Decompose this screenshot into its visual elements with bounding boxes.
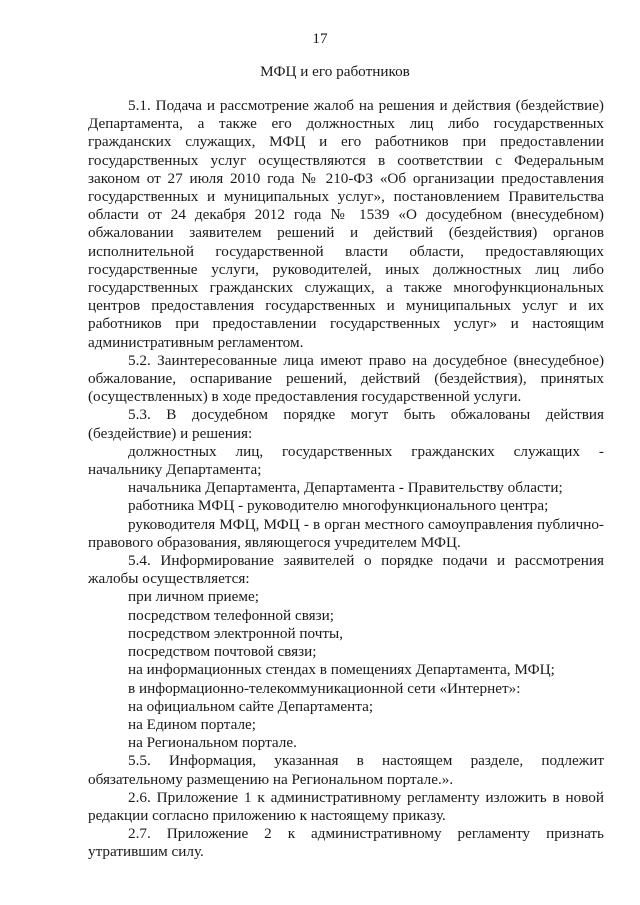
list-item: на Едином портале; bbox=[128, 715, 256, 733]
list-item: посредством электронной почты, bbox=[128, 624, 343, 642]
document-body bbox=[88, 97, 604, 862]
list-item: работника МФЦ - руководителю многофункционального центра; bbox=[128, 497, 549, 515]
paragraph-5-3: 5.3. В досудебном порядке могут быть обжалованы действия (бездействие) и решения: bbox=[88, 406, 604, 442]
list-item: руководителя МФЦ, МФЦ - в орган местного самоуправления публично-правового образования, являющегося учредителем МФЦ. bbox=[88, 515, 604, 551]
list-item: на Региональном портале. bbox=[128, 734, 297, 752]
paragraph-5-4: 5.4. Информирование заявителей о порядке подачи и рассмотрения жалобы осуществляется: bbox=[88, 552, 604, 588]
paragraph-5-5: 5.5. Информация, указанная в настоящем разделе, подлежит обязательному размещению на Региональном портале.». bbox=[88, 752, 604, 788]
paragraph-5-1: 5.1. Подача и рассмотрение жалоб на решения и действия (бездействие) Департамента, а также его должностных лиц либо государственных гражданских служащих, МФЦ и его работников при предоставлении государственных услуг осуществляются в соответствии с Федеральным законом от 27 июля 2010 года № 210-ФЗ «Об организации предоставления государственных и муниципальных услуг», постановлением Правительства области от 24 декабря 2012 года № 1539 «О досудебном (внесудебном) обжаловании заявителем решений и действий (бездействия) органов исполнительной государственной власти области, предоставляющих государственные услуги, руководителей, иных должностных лиц либо государственных гражданских служащих, а также многофункциональных центров предоставления государственных и муниципальных услуг и их работников при предоставлении государственных услуг» и настоящим административным регламентом. bbox=[88, 97, 604, 351]
list-item: начальника Департамента, Департамента - Правительству области; bbox=[128, 479, 563, 497]
paragraph-5-2: 5.2. Заинтересованные лица имеют право на досудебное (внесудебное) обжалование, оспаривание решений, действий (бездействия), принятых (осуществленных) в ходе предоставления государственной услуги. bbox=[88, 351, 604, 406]
list-item: в информационно-телекоммуникационной сети «Интернет»: bbox=[128, 679, 521, 697]
page-number: 17 bbox=[312, 30, 328, 47]
paragraph-2-7: 2.7. Приложение 2 к административному регламенту признать утратившим силу. bbox=[88, 825, 604, 861]
paragraph-2-6: 2.6. Приложение 1 к административному регламенту изложить в новой редакции согласно приложению к настоящему приказу. bbox=[88, 788, 604, 824]
list-item: посредством телефонной связи; bbox=[128, 606, 334, 624]
list-item: при личном приеме; bbox=[128, 588, 259, 606]
list-item: на информационных стендах в помещениях Департамента, МФЦ; bbox=[128, 661, 555, 679]
list-item: должностных лиц, государственных гражданских служащих - начальнику Департамента; bbox=[88, 442, 604, 479]
section-heading: МФЦ и его работников bbox=[260, 63, 410, 80]
list-item: на официальном сайте Департамента; bbox=[128, 697, 374, 715]
list-item: посредством почтовой связи; bbox=[128, 643, 317, 661]
